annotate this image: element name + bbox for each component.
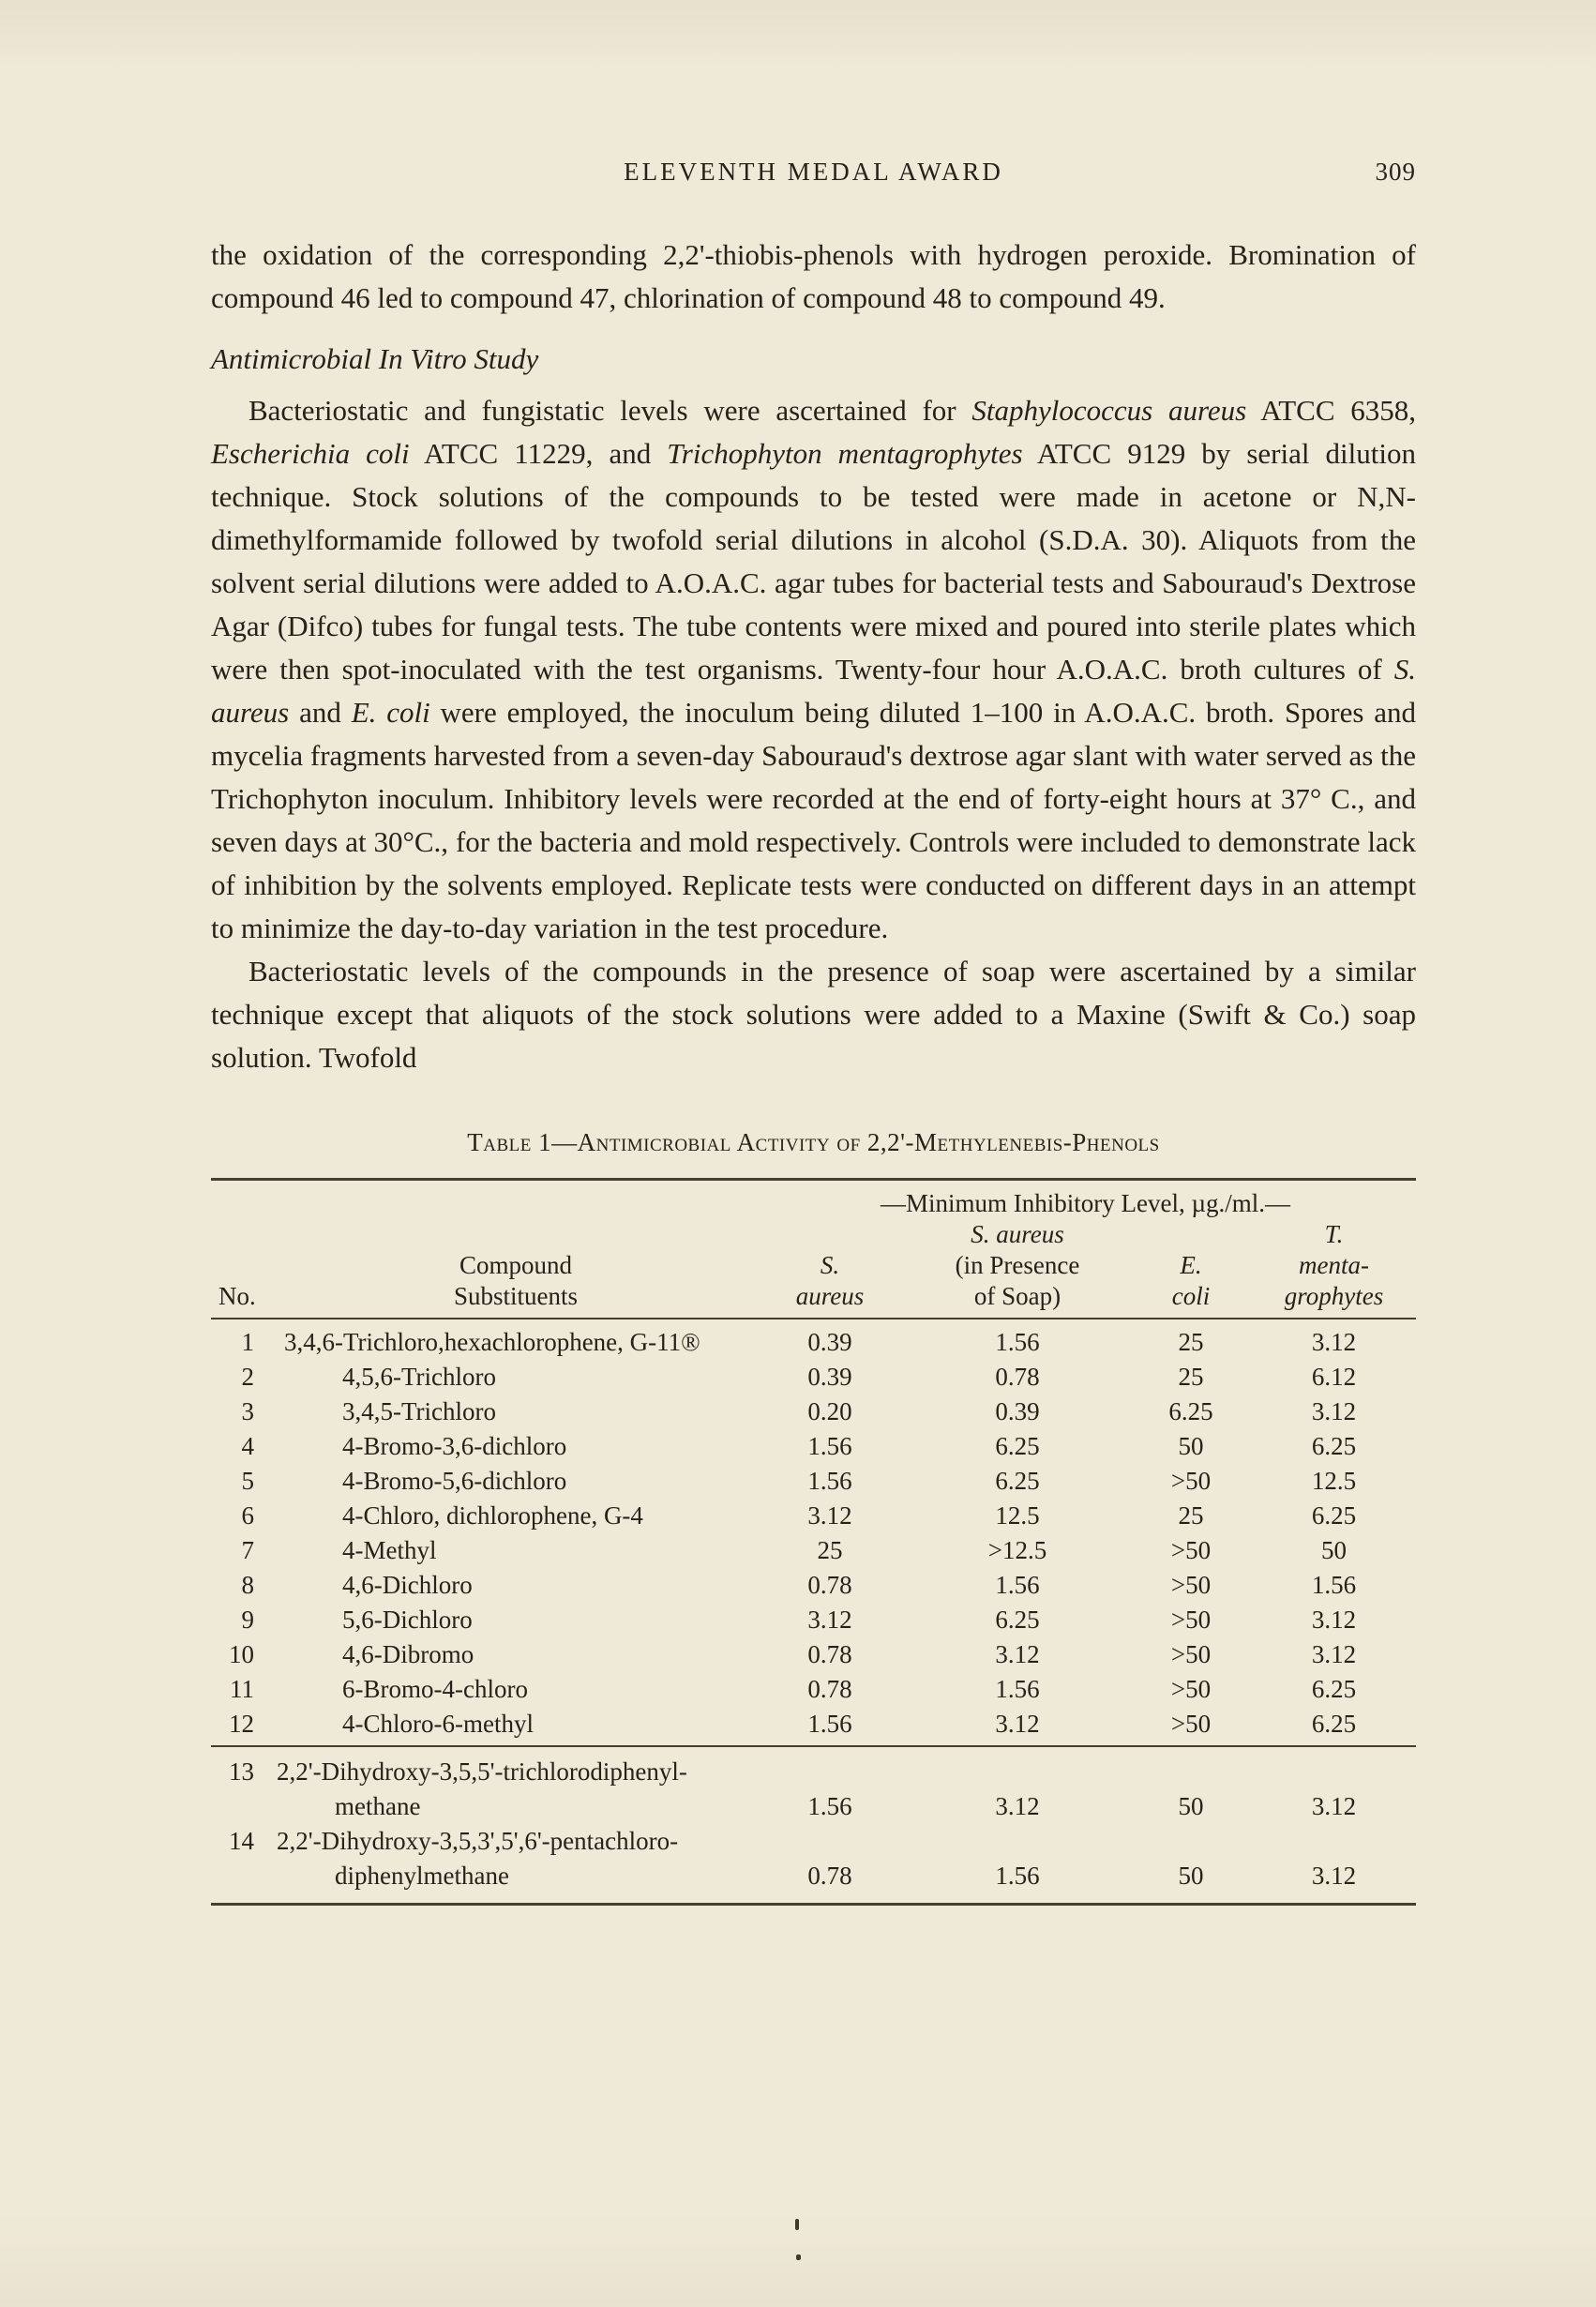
soap-value: >12.5: [987, 1536, 1047, 1564]
header-t-menta: [1252, 1219, 1416, 1312]
header-no: No.: [218, 1282, 256, 1310]
compound-name: 6-Bromo-4-chloro: [342, 1675, 528, 1703]
table-row: [211, 1824, 1416, 1893]
table-row: [211, 1568, 1416, 1603]
header-compound: [277, 1250, 755, 1312]
page-content: [211, 0, 1416, 1906]
soap-value: 1.56: [995, 1675, 1040, 1703]
e-coli-value: >50: [1170, 1710, 1212, 1738]
scan-artifact: [796, 2254, 801, 2260]
header-s-aureus: [755, 1250, 905, 1312]
compound-name: 4,5,6-Trichloro: [342, 1363, 497, 1391]
table-row: [211, 1464, 1416, 1499]
compound-name: 3,4,5-Trichloro: [342, 1397, 497, 1425]
t-menta-value: 3.12: [1311, 1640, 1357, 1668]
header-compound-line2: Substituents: [453, 1282, 579, 1310]
running-head: ELEVENTH MEDAL AWARD: [624, 158, 1003, 186]
antimicrobial-table: [211, 1178, 1416, 1906]
t-menta-value: 3.12: [1311, 1862, 1357, 1890]
species-name: E. coli: [351, 696, 430, 729]
paragraph-3: Bacteriostatic levels of the compounds in the presence of soap were ascertained by a similar technique except that aliquots of the stock solutions were added to a Maxine (Swift & Co.) soap solution. Twofold: [211, 955, 1416, 1074]
s-aureus-value: 1.56: [807, 1467, 852, 1495]
compound-name: 4-Methyl: [342, 1536, 437, 1564]
t-menta-value: 6.12: [1311, 1363, 1357, 1391]
t-menta-value: 6.25: [1311, 1675, 1357, 1703]
page-number: 309: [1375, 158, 1416, 186]
row-number: 7: [241, 1536, 254, 1564]
soap-value: 3.12: [995, 1792, 1040, 1820]
paragraph-2: [211, 389, 1416, 950]
header-compound-line1: Compound: [459, 1251, 572, 1279]
table-row: [211, 1325, 1416, 1360]
row-number: 3: [241, 1397, 254, 1425]
compound-name-line2: diphenylmethane: [335, 1862, 509, 1890]
table-bottom-rule: [211, 1903, 1416, 1906]
row-number: 1: [241, 1328, 254, 1356]
s-aureus-value: 0.20: [807, 1397, 852, 1425]
row-number: 10: [229, 1640, 254, 1668]
soap-value: 0.78: [995, 1363, 1040, 1391]
compound-name: 4-Bromo-3,6-dichloro: [342, 1432, 567, 1460]
t-menta-value: 3.12: [1311, 1606, 1357, 1634]
compound-name: [277, 1755, 755, 1824]
header-soap-line3: of Soap): [973, 1282, 1061, 1310]
soap-value: 0.39: [995, 1397, 1040, 1425]
e-coli-value: >50: [1170, 1467, 1212, 1495]
row-number: 13: [229, 1757, 254, 1786]
e-coli-value: >50: [1170, 1675, 1212, 1703]
compound-name: 4-Bromo-5,6-dichloro: [342, 1467, 567, 1495]
e-coli-value: 50: [1178, 1432, 1204, 1460]
row-number: 12: [229, 1710, 254, 1738]
t-menta-value: 6.25: [1311, 1710, 1357, 1738]
section-heading: Antimicrobial In Vitro Study: [211, 342, 539, 375]
s-aureus-value: 3.12: [807, 1606, 852, 1634]
s-aureus-value: 0.39: [807, 1328, 852, 1356]
table-row: [211, 1499, 1416, 1533]
text-run: ATCC 6358,: [1246, 394, 1416, 427]
e-coli-value: >50: [1170, 1640, 1212, 1668]
table-header: [211, 1181, 1416, 1318]
row-number: 5: [241, 1467, 254, 1495]
table-row: [211, 1360, 1416, 1395]
s-aureus-value: 1.56: [807, 1432, 852, 1460]
compound-name-line1: 2,2'-Dihydroxy-3,5,3',5',6'-pentachloro-: [277, 1827, 679, 1855]
e-coli-value: 25: [1178, 1363, 1204, 1391]
header-t-menta-line1: T.: [1324, 1220, 1344, 1248]
text-run: ATCC 9129 by serial dilution technique. Stock solutions of the compounds to be tested were made in acetone or N,N-dimethylformamide followed by twofold serial dilutions in alcohol (S.D.A. 30). Aliquots from the solvent serial dilutions were added to A.O.A.C. agar tubes for bacterial tests and Sabouraud's Dextrose Agar (Difco) tubes for fungal tests. The tube contents were mixed and poured into sterile plates which were then spot-inoculated with the test organisms. Twenty-four hour A.O.A.C. broth cultures of: [211, 437, 1416, 686]
header-s-aureus-line1: S.: [820, 1251, 840, 1279]
table-caption: Table 1—Antimicrobial Activity of 2,2'-Methylenebis-Phenols: [467, 1128, 1160, 1156]
paragraph-1: the oxidation of the corresponding 2,2'-thiobis-phenols with hydrogen peroxide. Bromination of compound 46 led to compound 47, chlorination of compound 48 to compound 49.: [211, 238, 1416, 314]
table-row: [211, 1603, 1416, 1637]
text-run: and: [289, 696, 352, 729]
header-soap-line2: (in Presence: [955, 1251, 1080, 1279]
header-e-coli-line2: coli: [1171, 1282, 1211, 1310]
s-aureus-value: 0.78: [807, 1640, 852, 1668]
s-aureus-value: 1.56: [807, 1710, 852, 1738]
t-menta-value: 1.56: [1311, 1571, 1357, 1599]
compound-name-line1: 2,2'-Dihydroxy-3,5,5'-trichlorodiphenyl-: [277, 1757, 687, 1786]
header-t-menta-line3: grophytes: [1284, 1282, 1384, 1310]
soap-value: 6.25: [995, 1467, 1040, 1495]
table-row: [211, 1707, 1416, 1742]
compound-name: 4,6-Dibromo: [342, 1640, 474, 1668]
row-number: 14: [229, 1827, 254, 1855]
t-menta-value: 12.5: [1311, 1467, 1357, 1495]
compound-name: 4-Chloro-6-methyl: [342, 1710, 534, 1738]
s-aureus-value: 3.12: [807, 1501, 852, 1530]
row-number: 4: [241, 1432, 254, 1460]
s-aureus-value: 0.78: [807, 1862, 852, 1890]
compound-name: 4-Chloro, dichlorophene, G-4: [342, 1501, 643, 1530]
soap-value: 6.25: [995, 1432, 1040, 1460]
soap-value: 6.25: [995, 1606, 1040, 1634]
t-menta-value: 6.25: [1311, 1501, 1357, 1530]
s-aureus-value: 0.78: [807, 1675, 852, 1703]
table-row: [211, 1672, 1416, 1707]
text-run: Bacteriostatic and fungistatic levels were ascertained for: [248, 394, 972, 427]
header-t-menta-line2: menta-: [1299, 1251, 1369, 1279]
compound-name: [277, 1824, 755, 1893]
soap-value: 3.12: [995, 1710, 1040, 1738]
header-soap: [905, 1219, 1130, 1312]
row-number: 6: [241, 1501, 254, 1530]
e-coli-value: 25: [1178, 1501, 1204, 1530]
e-coli-value: 50: [1178, 1792, 1204, 1820]
soap-value: 1.56: [995, 1571, 1040, 1599]
species-name: Trichophyton mentagrophytes: [667, 437, 1023, 470]
scan-artifact: [795, 2219, 799, 2230]
column-spanner: —Minimum Inhibitory Level, µg./ml.—: [880, 1189, 1291, 1217]
table-row: [211, 1637, 1416, 1672]
species-name: Staphylococcus aureus: [971, 394, 1247, 427]
row-number: 2: [241, 1363, 254, 1391]
table-body-secondary: [211, 1747, 1416, 1903]
table-row: [211, 1533, 1416, 1568]
running-head-row: [211, 158, 1416, 187]
e-coli-value: >50: [1170, 1606, 1212, 1634]
species-name: Escherichia coli: [211, 437, 410, 470]
row-number: 9: [241, 1606, 254, 1634]
e-coli-value: 6.25: [1168, 1397, 1213, 1425]
s-aureus-value: 25: [817, 1536, 843, 1564]
row-number: 11: [230, 1675, 254, 1703]
header-e-coli: [1130, 1250, 1252, 1312]
compound-name: 3,4,6-Trichloro,hexachlorophene, G-11®: [284, 1328, 700, 1356]
e-coli-value: >50: [1170, 1536, 1212, 1564]
e-coli-value: 25: [1178, 1328, 1204, 1356]
t-menta-value: 3.12: [1311, 1397, 1357, 1425]
soap-value: 1.56: [995, 1862, 1040, 1890]
t-menta-value: 3.12: [1311, 1328, 1357, 1356]
s-aureus-value: 0.39: [807, 1363, 852, 1391]
soap-value: 12.5: [995, 1501, 1040, 1530]
soap-value: 3.12: [995, 1640, 1040, 1668]
text-run: were employed, the inoculum being diluted 1–100 in A.O.A.C. broth. Spores and mycelia fragments harvested from a seven-day Sabouraud's dextrose agar slant with water served as the Trichophyton inoculum. Inhibitory levels were recorded at the end of forty-eight hours at 37° C., and seven days at 30°C., for the bacteria and mold respectively. Controls were included to demonstrate lack of inhibition by the solvents employed. Replicate tests were conducted on different days in an attempt to minimize the day-to-day variation in the test procedure.: [211, 696, 1416, 944]
species-name: S. aureus: [211, 653, 1416, 729]
compound-name-line2: methane: [335, 1792, 421, 1820]
table-row: [211, 1755, 1416, 1824]
e-coli-value: 50: [1178, 1862, 1204, 1890]
text-run: ATCC 11229, and: [409, 437, 668, 470]
header-soap-line1: S. aureus: [971, 1220, 1064, 1248]
t-menta-value: 3.12: [1311, 1792, 1357, 1820]
compound-name: 5,6-Dichloro: [342, 1606, 473, 1634]
row-number: 8: [241, 1571, 254, 1599]
s-aureus-value: 0.78: [807, 1571, 852, 1599]
compound-name: 4,6-Dichloro: [342, 1571, 473, 1599]
header-e-coli-line1: E.: [1180, 1251, 1202, 1279]
table-row: [211, 1395, 1416, 1429]
s-aureus-value: 1.56: [807, 1792, 852, 1820]
header-s-aureus-line2: aureus: [795, 1282, 865, 1310]
e-coli-value: >50: [1170, 1571, 1212, 1599]
table-row: [211, 1429, 1416, 1464]
t-menta-value: 6.25: [1311, 1432, 1357, 1460]
t-menta-value: 50: [1321, 1536, 1347, 1564]
soap-value: 1.56: [995, 1328, 1040, 1356]
table-body-main: [211, 1319, 1416, 1745]
